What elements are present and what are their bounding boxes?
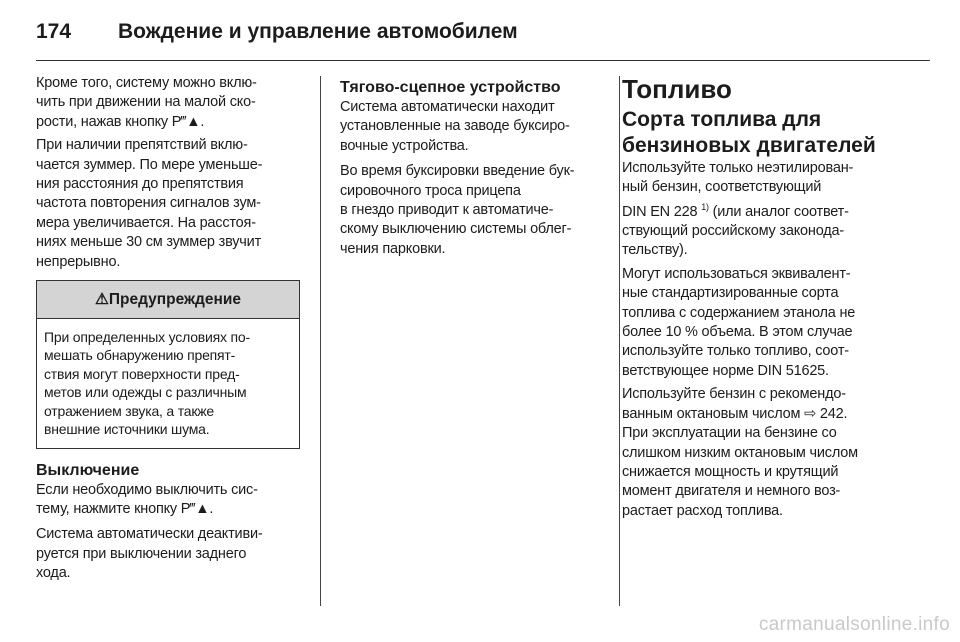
text-line: Система автоматически деактиви- [36,526,263,543]
text-line: Сорта топлива для [622,108,822,131]
text-line: тему, нажмите кнопку P‴▲. [36,500,214,517]
text-line: частота повторения сигналов зум- [36,195,261,212]
paragraph [622,385,934,521]
section-heading: Топливо [622,74,732,104]
text: (или аналог соответ- [708,203,849,220]
text-line: ные стандартизированные сорта [622,285,839,302]
text-line: Могут использоваться эквивалент- [622,265,851,282]
text-line: бензиновых двигателей [622,134,876,157]
text-line: растает расход топлива. [622,502,783,519]
text-line: Во время буксировки введение бук- [340,163,575,180]
section-heading: Выключение [36,461,140,479]
text-line: Система автоматически находит [340,99,555,115]
text-line: ный бензин, соответствующий [622,179,822,196]
text-line: внешние источники шума. [44,421,210,438]
text-line: Используйте только неэтилирован- [622,160,854,176]
warning-title: Предупреждение [108,290,241,308]
paragraph-lines [622,159,934,198]
text-line: отражением звука, а также [44,402,215,419]
paragraph [36,525,308,583]
warning-box [36,280,300,448]
text-line: ствующий российскому законода- [622,223,845,240]
right-column [622,74,934,525]
text-line: ствия могут поверхности пред- [44,365,240,382]
text-line: мера увеличивается. На расстоя- [36,214,256,231]
text-line: Если необходимо выключить сис- [36,481,258,498]
section-heading: Тягово-сцепное устройство [340,79,561,96]
text-line: мешать обнаружению препят- [44,347,236,364]
text-line: ниях меньше 30 см зуммер звучит [36,234,262,251]
subsection-heading [622,107,934,159]
text-line: сировочного троса прицепа [340,182,521,199]
column-divider [619,76,620,606]
warning-icon: ⚠ [95,291,109,309]
page-title: Вождение и управление автомобилем [118,20,518,43]
text-line: Кроме того, систему можно вклю- [36,75,257,91]
paragraph [340,162,612,259]
warning-header [37,281,299,319]
text-line: ния расстояния до препятствия [36,176,244,193]
text-line: Используйте бензин с рекомендо- [622,386,846,403]
text-line: рости, нажав кнопку P‴▲. [36,113,205,130]
text-line: метов или одежды с различным [44,384,247,401]
text-line: слишком низким октановым числом [622,444,858,461]
paragraph [36,74,308,132]
text-line: чить при движении на малой ско- [36,94,256,111]
text-line: ванным октановым числом ⇨ 242. [622,405,848,422]
warning-text [44,328,292,438]
text-line: руется при выключении заднего [36,545,247,562]
watermark: carmanualsonline.info [758,614,950,635]
text-line: более 10 % объема. В этом случае [622,324,853,341]
text-line: снижается мощность и крутящий [622,463,839,480]
column-divider [320,76,321,606]
text-line: непрерывно. [36,253,121,270]
text: DIN EN 228 [622,203,702,220]
text-line: установленные на заводе буксиро- [340,118,570,135]
paragraph [36,481,308,520]
text-line: тельству). [622,242,688,259]
paragraph [340,98,612,156]
left-column [36,74,308,588]
page-number: 174 [36,20,72,43]
text-line: в гнездо приводит к автоматиче- [340,202,554,219]
text-line: используйте только топливо, соот- [622,343,849,360]
header-rule [36,60,930,61]
paragraph [622,265,934,381]
text-line: топлива с содержанием этанола не [622,304,856,321]
text-line: При эксплуатации на бензине со [622,425,837,442]
text-line: чения парковки. [340,240,446,257]
text-line: вочные устройства. [340,137,469,154]
text-line: скому выключению системы облег- [340,221,572,238]
paragraph [622,159,934,261]
text-line: При наличии препятствий вклю- [36,137,248,154]
paragraph-lines [622,222,934,261]
text-line: При определенных условиях по- [44,329,250,346]
paragraph [36,136,308,272]
footnote-ref[interactable]: 1) [701,201,709,212]
text-line: момент двигателя и немного воз- [622,483,841,500]
text-line: ветствующее норме DIN 51625. [622,362,829,379]
text-line: чается зуммер. По мере уменьше- [36,156,263,173]
text-line: хода. [36,565,71,582]
middle-column [340,78,612,263]
